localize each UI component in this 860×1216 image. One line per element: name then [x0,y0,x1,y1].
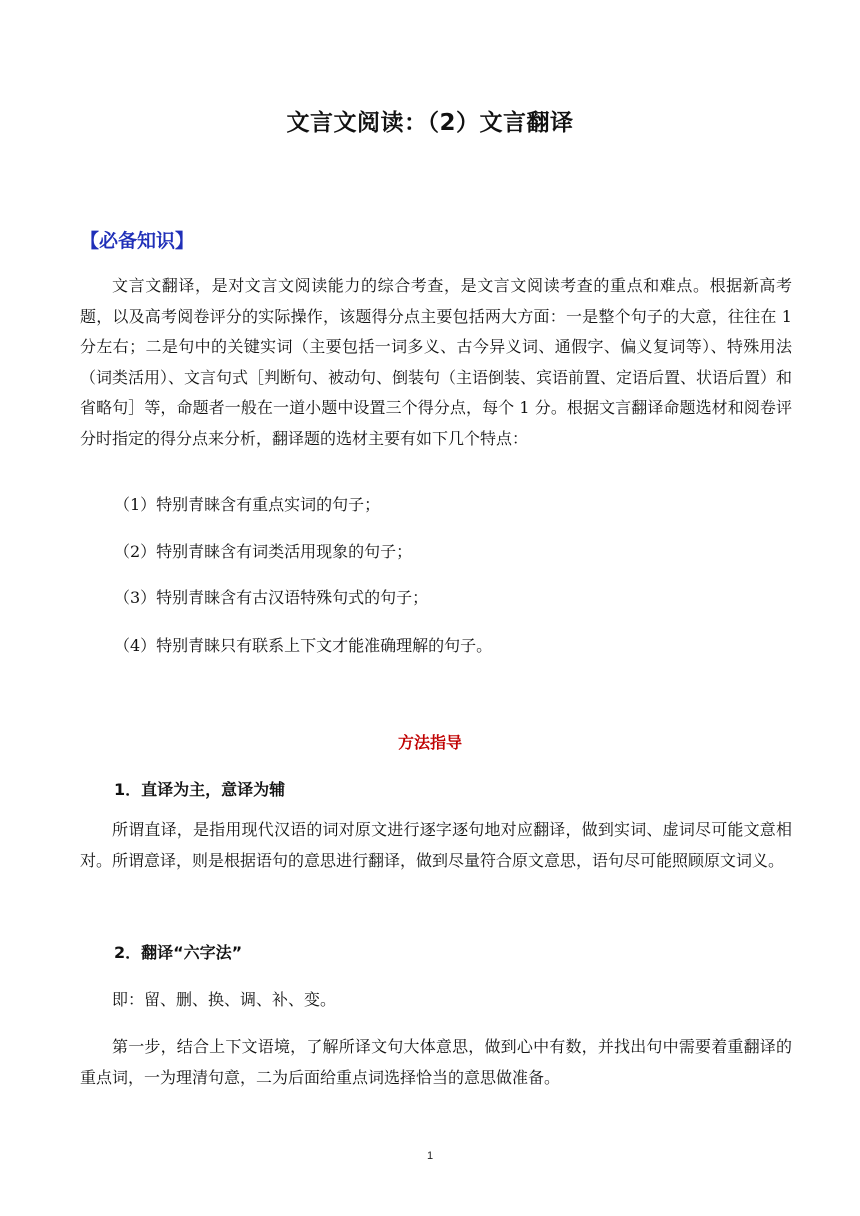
method-heading: 方法指导 [397,733,462,752]
method1-heading: 1．直译为主，意译为辅 [114,780,286,799]
point-item-4: （4）特别青睐只有联系上下文才能准确理解的句子。 [114,636,493,655]
point-item-2: （2）特别青睐含有词类活用现象的句子； [114,542,413,561]
point-item-3: （3）特别青睐含有古汉语特殊句式的句子； [114,588,429,607]
section-heading-required-knowledge: 【必备知识】 [80,230,195,252]
method2-heading: 2．翻译“六字法” [114,943,243,962]
method2-list: 即：留、删、换、调、补、变。 [112,990,337,1009]
intro-paragraph: 文言文翻译，是对文言文阅读能力的综合考查，是文言文阅读考查的重点和难点。根据新高考题，以及高考阅卷评分的实际操作，该题得分点主要包括两大方面：一是整个句子的大意，往往在 1 分左右；二是句中的关键实词（主要包括一词多义、古今异义词、通假字、偏义复词等）、特殊用法（词类活用）、文言句式［判断句、被动句、倒装句（主语倒装、宾语前置、定语后置、状语后置）和省略句］等，命题者一般在一道小题中设置三个得分点，每个 1 分。根据文言翻译命题选材和阅卷评分时指定的得分点来分析，翻译题的选材主要有如下几个特点： [80,276,793,448]
method1-paragraph: 所谓直译，是指用现代汉语的词对原文进行逐字逐句地对应翻译，做到实词、虚词尽可能文意相对。所谓意译，则是根据语句的意思进行翻译，做到尽量符合原文意思，语句尽可能照顾原文词义。 [80,820,792,870]
page-title: 文言文阅读：（2）文言翻译 [286,110,574,136]
step1-paragraph: 第一步，结合上下文语境，了解所译文句大体意思，做到心中有数，并找出句中需要着重翻译的重点词，一为理清句意，二为后面给重点词选择恰当的意思做准备。 [80,1037,792,1087]
point-item-1: （1）特别青睐含有重点实词的句子； [114,495,381,514]
page-number: 1 [426,1150,434,1162]
